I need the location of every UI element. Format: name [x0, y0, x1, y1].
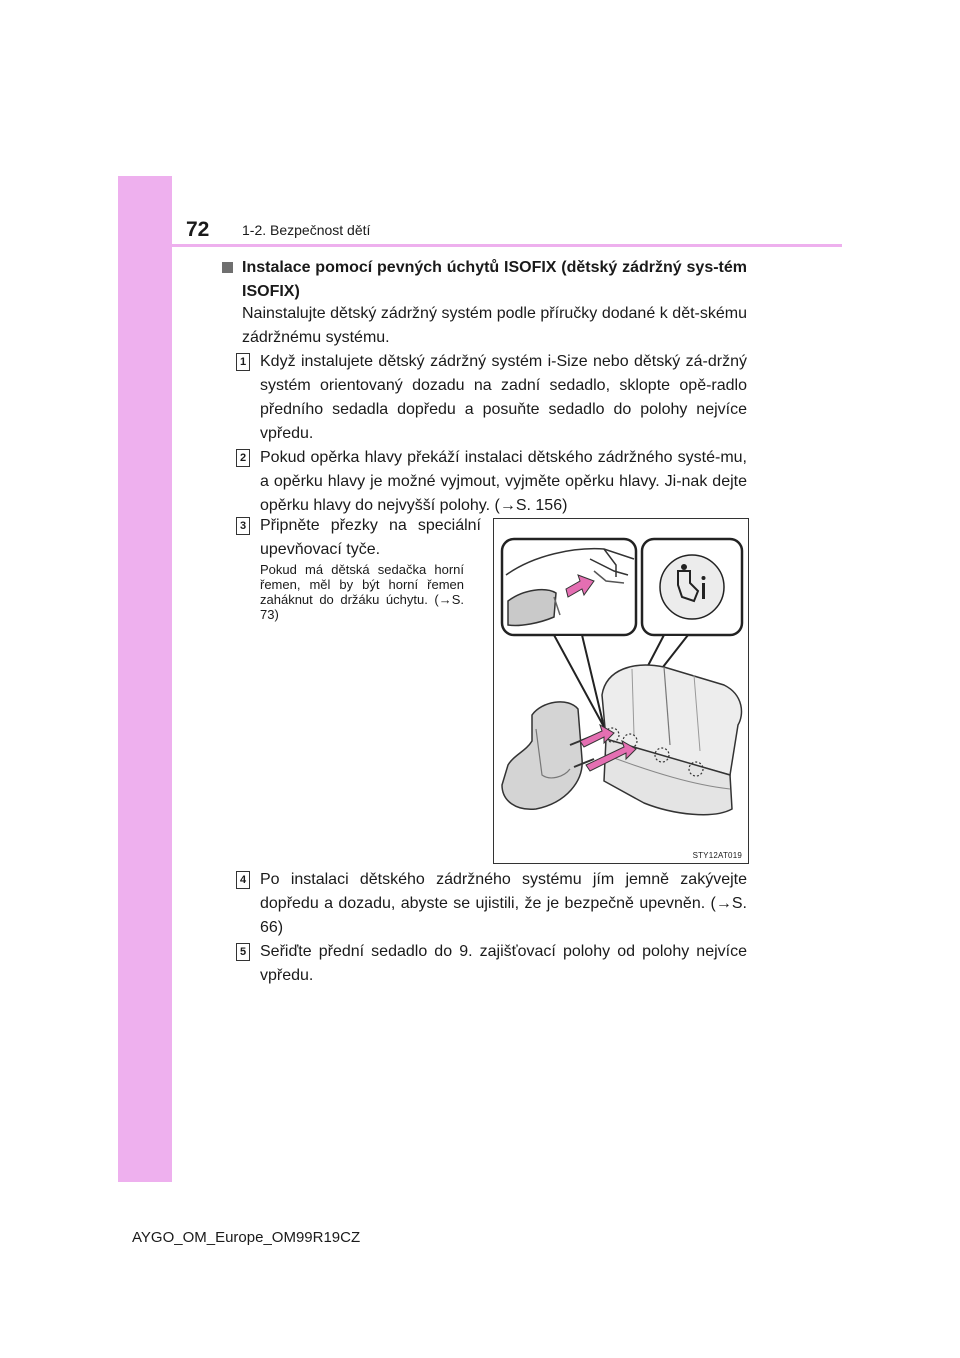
step-text: Když instalujete dětský zádržný systém i-Size nebo dětský zá-držný systém orientovaný dozadu na zadní sedadlo, sklopte opě-radlo předního sedadla dopředu a posuňte sedadlo do polohy nejvíce vpředu. [260, 353, 747, 442]
isofix-illustration [494, 519, 748, 863]
step-number: 2 [236, 449, 250, 467]
section-title: 1-2. Bezpečnost dětí [242, 222, 371, 238]
intro-paragraph: Nainstalujte dětský zádržný systém podle příručky dodané k dět-skému zádržnému systému. [242, 305, 747, 346]
square-bullet-icon [222, 262, 233, 273]
step-1 [236, 350, 747, 446]
step-text: Seřiďte přední sedadlo do 9. zajišťovací polohy od polohy nejvíce vpředu. [260, 943, 747, 984]
step-number: 1 [236, 353, 250, 371]
page-number: 72 [186, 218, 210, 241]
subsection-heading [222, 256, 747, 304]
step-text: Po instalaci dětského zádržného systému jím jemně zakývejte dopředu a dozadu, abyste se ujistili, že je bezpečně upevněn. (→S. 66) [260, 871, 747, 936]
figure-code: STY12AT019 [692, 851, 742, 860]
step-3 [236, 514, 481, 562]
step-text: Připněte přezky na speciální upevňovací tyče. [260, 517, 481, 558]
heading-text: Instalace pomocí pevných úchytů ISOFIX (dětský zádržný sys-tém ISOFIX) [242, 259, 747, 300]
step-number: 3 [236, 517, 250, 535]
isofix-symbol-icon [660, 555, 724, 619]
step-number: 5 [236, 943, 250, 961]
child-seat [502, 702, 582, 809]
header-divider [172, 244, 842, 247]
step-4 [236, 868, 747, 940]
document-footer: AYGO_OM_Europe_OM99R19CZ [132, 1229, 361, 1246]
step-5 [236, 940, 747, 988]
step-2 [236, 446, 747, 518]
step-number: 4 [236, 871, 250, 889]
step-3-note: Pokud má dětská sedačka horní řemen, měl by být horní řemen zaháknut do držáku úchytu. (→S. 73) [260, 562, 464, 622]
isofix-installation-figure [493, 518, 749, 864]
chapter-sidebar-tab [118, 176, 172, 1182]
step-text: Pokud opěrka hlavy překáží instalaci dětského zádržného systé-mu, a opěrku hlavy je možné vyjmout, vyjměte opěrku hlavy. Ji-nak dejte opěrku hlavy do nejvyšší polohy. (→S. 156) [260, 449, 747, 514]
